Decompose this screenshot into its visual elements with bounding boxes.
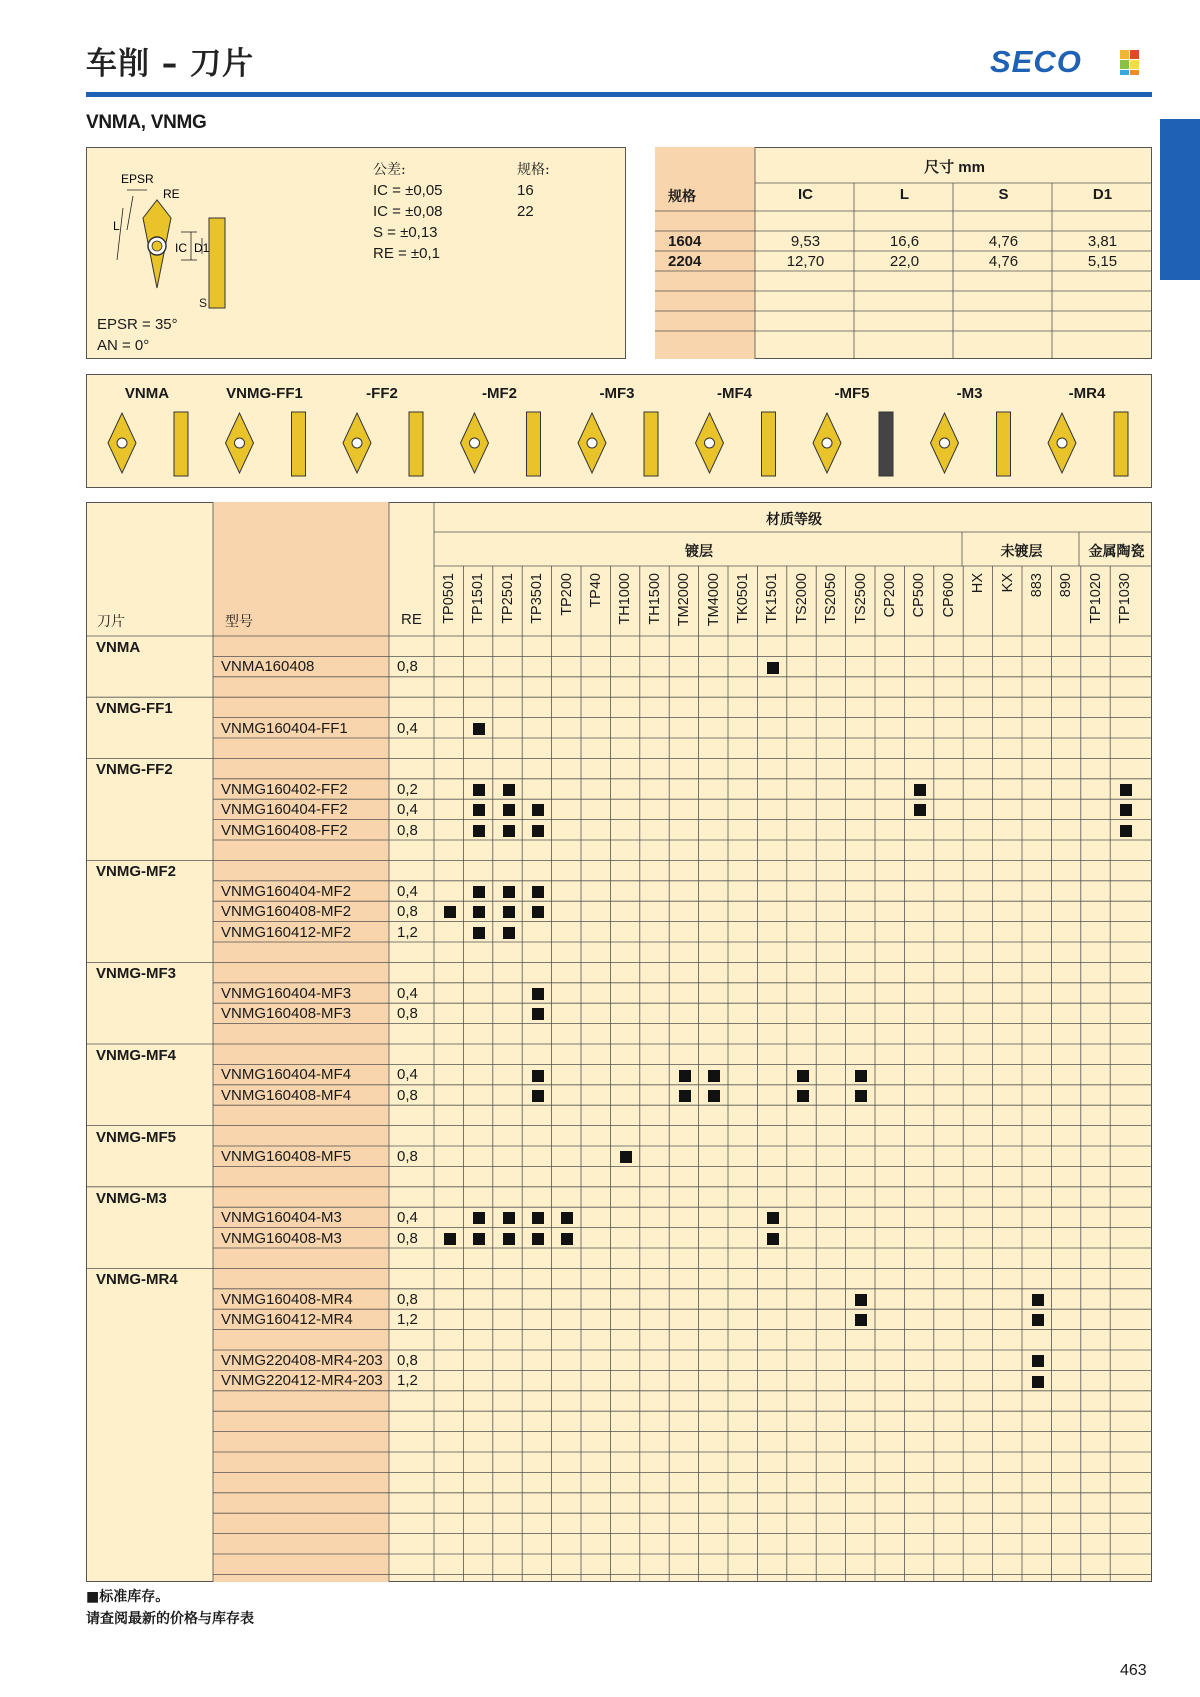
stock-mark-tp1501 <box>473 906 485 918</box>
page-number: 463 <box>1120 1662 1147 1679</box>
stock-mark-tp1501 <box>473 886 485 898</box>
stock-mark-tp2501 <box>503 906 515 918</box>
re-value: 0,8 <box>397 1229 418 1247</box>
insert-side-icon-8 <box>1114 412 1128 476</box>
label-d1: D1 <box>194 241 210 255</box>
page-title: 车削 – 刀片 <box>86 46 255 82</box>
model-code: VNMG160404-FF1 <box>221 719 348 737</box>
dim-1604-ic: 9,53 <box>790 233 821 250</box>
logo-mark-icon <box>990 44 1150 80</box>
gallery-label-4: -MF3 <box>599 385 635 402</box>
insert-side-icon-2 <box>409 412 423 476</box>
dim-2204-ic: 12,70 <box>786 253 825 270</box>
insert-hole-icon-7 <box>940 438 950 448</box>
grade-header-tm2000: TM2000 <box>676 573 693 627</box>
gallery-label-6: -MF5 <box>834 385 870 402</box>
title-rule <box>86 92 1152 97</box>
dim-2204-s: 4,76 <box>988 253 1019 270</box>
grade-header-cp600: CP600 <box>940 573 957 618</box>
stock-mark-tp1030 <box>1120 825 1132 837</box>
grade-header-ts2050: TS2050 <box>823 573 840 624</box>
tolerance-s: S = ±0,13 <box>373 224 438 241</box>
stock-mark-883 <box>1032 1314 1044 1326</box>
size-column-header: 规格 <box>668 189 696 205</box>
stock-mark-tp3501 <box>532 886 544 898</box>
stock-mark-tp1501 <box>473 723 485 735</box>
grade-header-tm4000: TM4000 <box>705 573 722 627</box>
grade-header-cp200: CP200 <box>882 573 898 618</box>
label-ic: IC <box>175 241 187 255</box>
grade-header-tk0501: TK0501 <box>735 573 751 624</box>
stock-mark-cp500 <box>914 784 926 796</box>
label-s: S <box>199 296 208 310</box>
model-code: VNMG160408-MF3 <box>221 1005 352 1023</box>
stock-mark-tp3501 <box>532 988 544 1000</box>
stock-mark-ts2000 <box>797 1090 809 1102</box>
model-code: VNMG160404-FF2 <box>221 801 348 819</box>
re-value: 0,8 <box>397 1148 418 1165</box>
seco-logo <box>990 44 1150 80</box>
grade-header-tp2501: TP2501 <box>499 573 516 624</box>
dim-2204-l: 22,0 <box>889 253 920 270</box>
gallery-label-8: -MR4 <box>1068 385 1106 402</box>
stock-mark-tp200 <box>561 1233 573 1245</box>
label-epsr: EPSR <box>121 172 154 186</box>
stock-mark-tp1501 <box>473 825 485 837</box>
grade-header-th1500: TH1500 <box>646 573 663 625</box>
stock-mark-tm2000 <box>679 1070 691 1082</box>
stock-mark-tp2501 <box>503 1233 515 1245</box>
insert-side-icon-1 <box>292 412 306 476</box>
col-d1: D1 <box>1092 186 1113 203</box>
insert-hole-icon-6 <box>822 438 832 448</box>
model-code: VNMG160408-MF5 <box>221 1148 352 1165</box>
stock-mark-tp1501 <box>473 927 485 939</box>
label-re: RE <box>163 187 180 201</box>
insert-geometry-diagram <box>97 160 257 310</box>
gallery-label-2: -FF2 <box>366 385 398 402</box>
insert-side-icon-5 <box>762 412 776 476</box>
stock-mark-tp2501 <box>503 804 515 816</box>
header-cermet: 金属陶瓷 <box>1088 544 1145 560</box>
model-code: VNMG160408-FF2 <box>221 821 348 839</box>
insert-group-name: VNMA <box>96 639 141 656</box>
insert-side-icon-6 <box>879 412 893 476</box>
model-code: VNMG220408-MR4-203 <box>221 1352 383 1369</box>
grade-header-tp1030: TP1030 <box>1117 573 1134 624</box>
re-value: 0,4 <box>397 1209 418 1227</box>
tolerance-ic-22: IC = ±0,08 <box>373 203 443 220</box>
insert-hole-icon-2 <box>352 438 362 448</box>
section-subtitle: VNMA, VNMG <box>86 112 207 133</box>
gallery-label-0: VNMA <box>124 385 170 402</box>
re-value: 0,8 <box>397 1352 418 1369</box>
header-uncoated: 未镀层 <box>1000 544 1043 560</box>
insert-side-icon-3 <box>527 412 541 476</box>
stock-mark-883 <box>1032 1376 1044 1388</box>
tolerance-re: RE = ±0,1 <box>373 245 441 262</box>
insert-group-name: VNMG-MF4 <box>96 1047 176 1064</box>
dim-1604-l: 16,6 <box>889 233 920 250</box>
stock-mark-ts2500 <box>855 1294 867 1306</box>
stock-mark-ts2000 <box>797 1070 809 1082</box>
stock-mark-tk1501 <box>767 1233 779 1245</box>
insert-group-name: VNMG-FF2 <box>96 761 173 779</box>
epsr-note: EPSR = 35° <box>97 316 178 333</box>
size-22: 22 <box>517 203 534 220</box>
insert-side-icon-7 <box>997 412 1011 476</box>
insert-group-name: VNMG-FF1 <box>96 700 173 718</box>
insert-group-name: VNMG-MF2 <box>96 863 176 881</box>
tolerance-heading: 公差: <box>373 162 406 178</box>
stock-mark-cp500 <box>914 804 926 816</box>
model-code: VNMG160402-FF2 <box>221 780 348 798</box>
price-note: 请查阅最新的价格与库存表 <box>86 1611 254 1627</box>
stock-mark-883 <box>1032 1294 1044 1306</box>
grade-header-th1000: TH1000 <box>617 573 634 625</box>
stock-legend: ■标准库存。 <box>86 1589 170 1605</box>
model-code: VNMG220412-MR4-203 <box>221 1372 383 1390</box>
insert-group-name: VNMG-MF3 <box>96 965 176 983</box>
model-code: VNMG160412-MF2 <box>221 923 352 941</box>
stock-mark-th1000 <box>620 1151 632 1163</box>
stock-mark-tp3501 <box>532 1008 544 1020</box>
size-heading: 规格: <box>517 162 550 178</box>
insert-hole-icon-0 <box>117 438 127 448</box>
col-l: L <box>899 186 910 203</box>
re-value: 0,4 <box>397 882 418 900</box>
stock-mark-tp3501 <box>532 1070 544 1082</box>
stock-mark-tp1501 <box>473 1233 485 1245</box>
grade-header-883: 883 <box>1029 573 1045 598</box>
grade-header-kx: KX <box>999 573 1016 593</box>
stock-mark-883 <box>1032 1355 1044 1367</box>
grade-header-tp1020: TP1020 <box>1087 573 1104 624</box>
grade-header-tp40: TP40 <box>588 573 604 608</box>
dim-size-2204: 2204 <box>668 253 702 270</box>
grade-header-tp200: TP200 <box>558 573 575 616</box>
gallery-label-1: VNMG-FF1 <box>226 385 303 402</box>
header-coated: 镀层 <box>685 544 713 560</box>
re-value: 0,8 <box>397 658 418 676</box>
stock-mark-tp0501 <box>444 1233 456 1245</box>
stock-mark-tm2000 <box>679 1090 691 1102</box>
header-model: 型号 <box>225 614 253 630</box>
section-tab <box>1160 119 1200 280</box>
re-value: 0,8 <box>397 821 418 839</box>
stock-mark-tp1030 <box>1120 784 1132 796</box>
stock-mark-tp2501 <box>503 825 515 837</box>
header-re: RE <box>401 611 422 628</box>
model-code: VNMG160408-MR4 <box>221 1290 353 1308</box>
grade-header-tp1501: TP1501 <box>470 573 487 624</box>
model-code: VNMG160408-MF4 <box>221 1086 352 1104</box>
stock-mark-tm4000 <box>708 1090 720 1102</box>
model-code: VNMG160408-M3 <box>221 1229 342 1247</box>
re-value: 0,8 <box>397 1005 418 1023</box>
grade-header-tk1501: TK1501 <box>764 573 781 624</box>
re-value: 1,2 <box>397 1372 418 1390</box>
re-value: 0,4 <box>397 984 418 1002</box>
stock-mark-tp200 <box>561 1212 573 1224</box>
stock-mark-tp3501 <box>532 804 544 816</box>
grade-header-890: 890 <box>1058 573 1075 598</box>
tolerance-ic-16: IC = ±0,05 <box>373 182 443 199</box>
stock-mark-tp2501 <box>503 927 515 939</box>
stock-mark-tp2501 <box>503 784 515 796</box>
re-value: 1,2 <box>397 923 418 941</box>
grade-header-hx: HX <box>970 573 987 594</box>
stock-mark-tm4000 <box>708 1070 720 1082</box>
insert-hole-icon-1 <box>235 438 245 448</box>
grade-header-cp500: CP500 <box>911 573 928 618</box>
insert-hole-icon-5 <box>705 438 715 448</box>
grade-header-ts2500: TS2500 <box>852 573 869 624</box>
dim-1604-s: 4,76 <box>988 233 1019 250</box>
col-s: S <box>998 186 1009 203</box>
stock-mark-tp3501 <box>532 906 544 918</box>
model-code: VNMG160404-M3 <box>221 1209 342 1227</box>
model-code: VNMA160408 <box>221 658 315 676</box>
header-grades-group: 材质等级 <box>766 512 822 528</box>
insert-hole-icon-3 <box>470 438 480 448</box>
header-insert: 刀片 <box>97 614 125 630</box>
dim-size-1604: 1604 <box>668 233 702 250</box>
dimension-group-header: 尺寸 mm <box>924 159 985 176</box>
re-value: 1,2 <box>397 1311 418 1329</box>
dimension-table <box>655 147 1152 359</box>
stock-mark-tp1030 <box>1120 804 1132 816</box>
stock-mark-tp2501 <box>503 886 515 898</box>
stock-mark-tk1501 <box>767 662 779 674</box>
insert-group-name: VNMG-MR4 <box>96 1271 178 1289</box>
stock-mark-tp2501 <box>503 1212 515 1224</box>
an-note: AN = 0° <box>97 337 150 354</box>
re-value: 0,4 <box>397 1066 418 1084</box>
label-l: L <box>113 219 120 233</box>
grade-header-ts2000: TS2000 <box>793 573 810 624</box>
re-value: 0,8 <box>397 1086 418 1104</box>
insert-spec-panel <box>86 147 626 359</box>
stock-mark-tp1501 <box>473 784 485 796</box>
grade-header-tp3501: TP3501 <box>529 573 546 624</box>
stock-mark-tp3501 <box>532 1090 544 1102</box>
model-code: VNMG160404-MF3 <box>221 984 352 1002</box>
insert-side-icon-0 <box>174 412 188 476</box>
grade-header-tp0501: TP0501 <box>441 573 457 624</box>
dim-1604-d1: 3,81 <box>1087 233 1118 250</box>
re-value: 0,8 <box>397 1290 418 1308</box>
insert-group-name: VNMG-MF5 <box>96 1128 176 1146</box>
gallery-label-7: -M3 <box>956 385 983 402</box>
model-code: VNMG160408-MF2 <box>221 903 352 921</box>
re-value: 0,8 <box>397 903 418 921</box>
stock-mark-tp3501 <box>532 1233 544 1245</box>
stock-mark-tp3501 <box>532 1212 544 1224</box>
insert-geometry-gallery <box>86 374 1152 488</box>
size-16: 16 <box>517 182 534 199</box>
insert-group-name: VNMG-M3 <box>96 1189 167 1207</box>
logo-text: SECO <box>990 44 1082 79</box>
re-value: 0,4 <box>397 719 418 737</box>
gallery-label-3: -MF2 <box>482 385 517 402</box>
stock-mark-tp1501 <box>473 804 485 816</box>
insert-hole-icon-8 <box>1057 438 1067 448</box>
model-code: VNMG160404-MF2 <box>221 882 352 900</box>
gallery-label-5: -MF4 <box>717 385 752 402</box>
stock-mark-ts2500 <box>855 1314 867 1326</box>
stock-mark-ts2500 <box>855 1090 867 1102</box>
stock-mark-tk1501 <box>767 1212 779 1224</box>
re-value: 0,2 <box>397 780 418 798</box>
stock-mark-tp0501 <box>444 906 456 918</box>
stock-mark-ts2500 <box>855 1070 867 1082</box>
model-code: VNMG160404-MF4 <box>221 1066 352 1084</box>
insert-hole-icon-4 <box>587 438 597 448</box>
grade-availability-table <box>86 502 1152 1582</box>
insert-side-icon-4 <box>644 412 658 476</box>
stock-mark-tp1501 <box>473 1212 485 1224</box>
col-ic: IC <box>798 186 813 203</box>
stock-mark-tp3501 <box>532 825 544 837</box>
model-code: VNMG160412-MR4 <box>221 1311 353 1329</box>
re-value: 0,4 <box>397 801 418 819</box>
dim-2204-d1: 5,15 <box>1087 253 1118 270</box>
